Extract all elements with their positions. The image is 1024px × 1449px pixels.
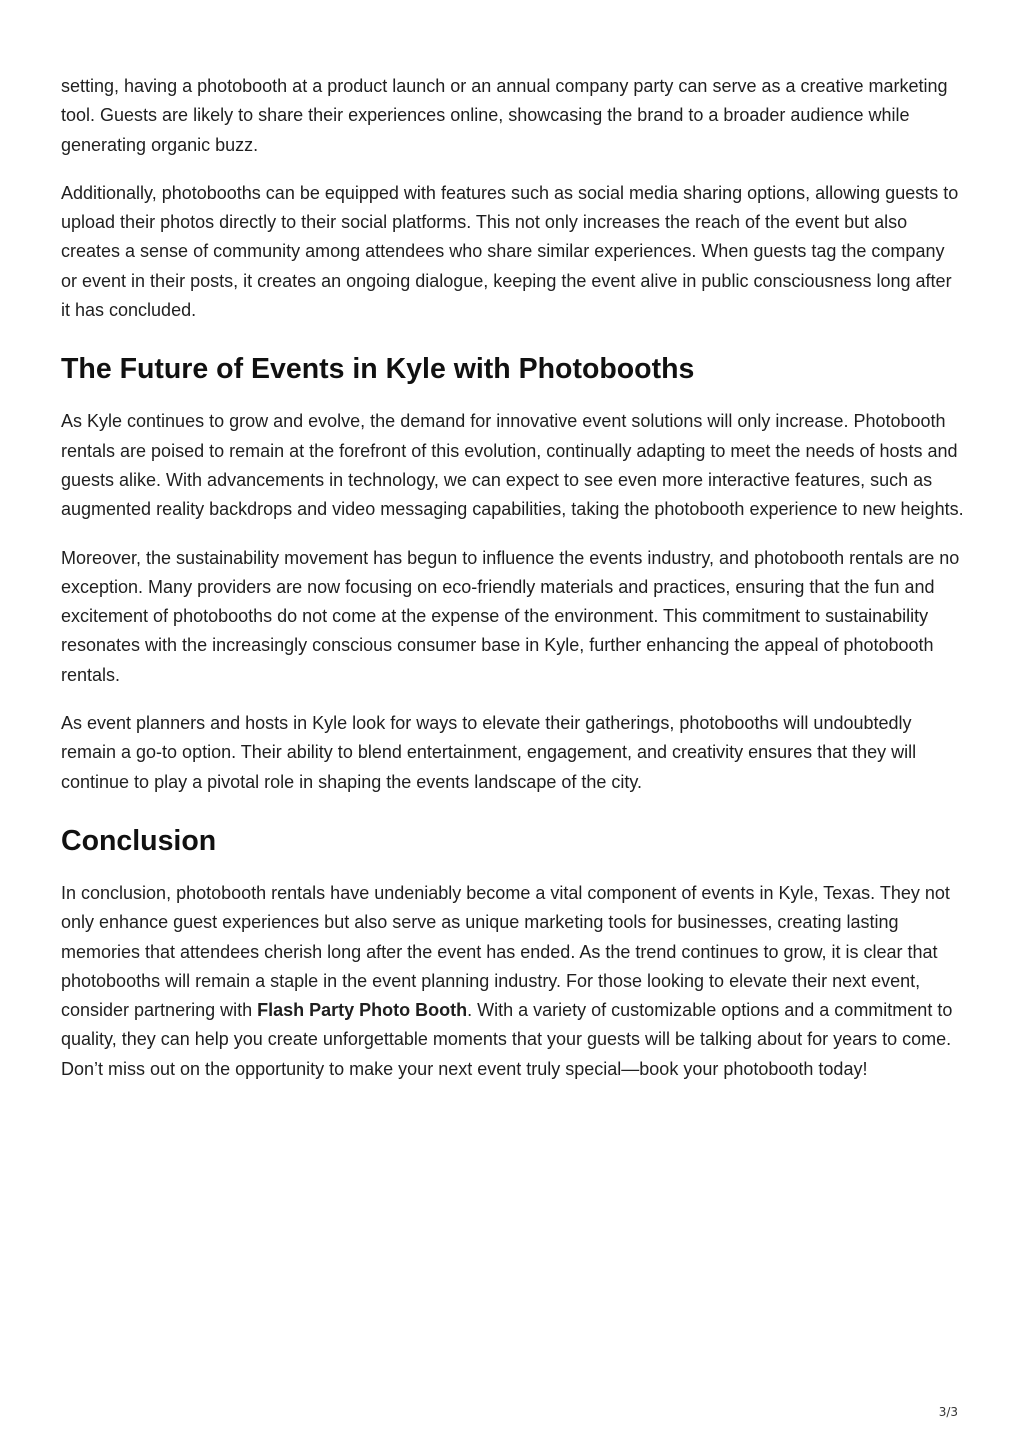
conclusion-text-after-brand: . With a variety of customizable options and a commitment to quality, they can help you create unforgettable moments that your guests will be talking about for years to come. Don’t miss out on the opportunity to make your next event truly special—book your photobooth today! [61, 1000, 953, 1079]
conclusion-text-before-brand: In conclusion, photobooth rentals have undeniably become a vital component of events in Kyle, Texas. They not only enhance guest experiences but also serve as unique marketing tools for businesses, creating lasting memories that attendees cherish long after the event has ended. As the trend continues to grow, it is clear that photobooths will remain a staple in the event planning industry. For those looking to elevate their next event, consider partnering with [61, 882, 950, 1021]
brand-name: Flash Party Photo Booth [257, 1000, 468, 1021]
page-number: 3/3 [938, 1405, 958, 1419]
intro-paragraph-2: Additionally, photobooths can be equipped with features such as social media sharing options, allowing guests to upload their photos directly to their social platforms. This not only increases the reach of the event but also creates a sense of community among attendees who share similar experiences. When guests tag the company or event in their posts, it creates an ongoing dialogue, keeping the event alive in public consciousness long after it has concluded. [61, 182, 959, 321]
future-section-heading: The Future of Events in Kyle with Photobooths [61, 353, 695, 386]
future-paragraph-2: Moreover, the sustainability movement has begun to influence the events industry, and photobooth rentals are no exception. Many providers are now focusing on eco-friendly materials and practices, ensuring that the fun and excitement of photobooths do not come at the expense of the environment. This commitment to sustainability resonates with the increasingly conscious consumer base in Kyle, further enhancing the appeal of photobooth rentals. [61, 547, 960, 685]
future-paragraph-3: As event planners and hosts in Kyle look for ways to elevate their gatherings, photobooths will undoubtedly remain a go-to option. Their ability to blend entertainment, engagement, and creativity ensures that they will continue to play a pivotal role in shaping the events landscape of the city. [61, 713, 917, 792]
conclusion-paragraph [61, 879, 965, 1084]
intro-paragraph-1: setting, having a photobooth at a product launch or an annual company party can serve as a creative marketing tool. Guests are likely to share their experiences online, showcasing the brand to a broader audience while generating organic buzz. [61, 76, 948, 155]
document-body [61, 72, 965, 1103]
future-paragraph-1: As Kyle continues to grow and evolve, the demand for innovative event solutions will only increase. Photobooth rentals are poised to remain at the forefront of this evolution, continually adapting to meet the needs of hosts and guests alike. With advancements in technology, we can expect to see even more interactive features, such as augmented reality backdrops and video messaging capabilities, taking the photobooth experience to new heights. [61, 411, 964, 520]
conclusion-heading: Conclusion [61, 824, 217, 857]
